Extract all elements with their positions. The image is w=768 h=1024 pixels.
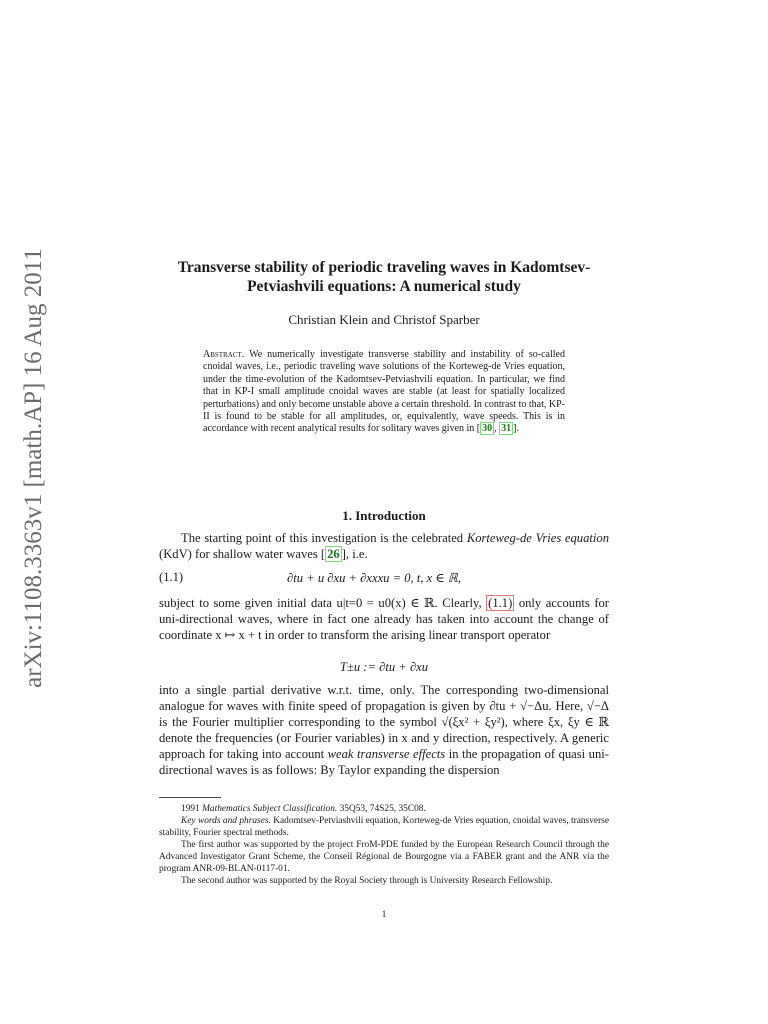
p1-emphasis: Korteweg-de Vries equation bbox=[466, 531, 609, 545]
intro-paragraph-3 bbox=[159, 682, 609, 778]
abstract-text: We numerically investigate transverse stability and instability of so-called cnoidal waves, i.e., periodic traveling wave solutions of the Korteweg-de Vries equation, under the time-evolution of the Kadomtsev-Petviashvili equation. In particular, we find that in KP-I small amplitude cnoidal waves are stable (at least for spatially localized perturbations) and only become unstable above a certain threshold. In contrast to that, KP-II is found to be stable for all amplitudes, or, equivalently, wave speeds. This is in accordance with recent analytical results for solitary waves given in bbox=[203, 349, 565, 435]
arxiv-side-stamp bbox=[14, 248, 54, 688]
citation-link[interactable]: 31 bbox=[501, 423, 512, 435]
footnote-support-1: The first author was supported by the project FroM-PDE funded by the European Research Council through the Advanced Investigator Grant Scheme, the Conseil Régional de Bourgogne via a FABER grant and the ANR via the program ANR-09-BLAN-0117-01. bbox=[159, 840, 609, 874]
p3-text-a: into a single partial derivative w.r.t. time, only. The corresponding two-dimensional analogue for waves with finite speed of propagation is given by ∂tu + √−Δu. Here, √−Δ is the Fourier multiplier corresponding to the symbol √(ξx² + ξy²), where ξx, ξy ∈ ℝ denote the frequencies (or Fourier variables) in x and y direction, respectively. A generic approach for taking into account bbox=[159, 683, 609, 761]
footnote-rule bbox=[159, 797, 221, 798]
p1-text-b: (KdV) for shallow water waves [ bbox=[159, 547, 326, 561]
citation-link[interactable]: 26 bbox=[327, 547, 340, 561]
intro-paragraph-2 bbox=[159, 595, 609, 643]
keywords-label: Key words and phrases. bbox=[181, 816, 271, 826]
equation-label: (1.1) bbox=[159, 570, 184, 584]
msc-codes: 35Q53, 74S25, 35C08. bbox=[339, 804, 426, 814]
footnotes bbox=[159, 803, 609, 887]
footnote-msc bbox=[159, 803, 609, 815]
msc-label: Mathematics Subject Classification. bbox=[202, 804, 338, 814]
citation-link[interactable]: 30 bbox=[482, 423, 493, 435]
intro-paragraph-1 bbox=[159, 530, 609, 562]
abstract-label: Abstract. bbox=[203, 349, 245, 360]
equation-transport-operator: T±u := ∂tu + ∂xu bbox=[339, 660, 429, 674]
p2-text-b: only accounts for uni-directional waves, where in fact one already has taken into account the change of coordinate x ↦ x + t in order to transform the arising linear transport operator bbox=[159, 596, 609, 642]
paper-authors: Christian Klein and Christof Sparber bbox=[288, 312, 480, 327]
p2-text-a: subject to some given initial data u|t=0 = u0(x) ∈ ℝ. Clearly, bbox=[159, 596, 482, 610]
p1-text-a: The starting point of this investigation is the celebrated bbox=[181, 531, 464, 545]
section-heading: 1. Introduction bbox=[342, 508, 426, 523]
keywords-text: Kadomtsev-Petviashvili equation, Korteweg-de Vries equation, cnoidal waves, transverse stability, Fourier spectral methods. bbox=[159, 816, 609, 838]
paper-title: Transverse stability of periodic traveling waves in Kadomtsev-Petviashvili equations: A numerical study bbox=[177, 259, 591, 295]
msc-year: 1991 bbox=[181, 804, 200, 814]
p3-emphasis: weak transverse effects bbox=[327, 747, 446, 761]
p3-text-b: in the propagation of quasi uni-directional waves is as follows: By Taylor expanding the dispersion bbox=[159, 747, 609, 777]
equation-body: ∂tu + u ∂xu + ∂xxxu = 0, t, x ∈ ℝ, bbox=[287, 571, 461, 585]
footnote-keywords bbox=[159, 815, 609, 839]
arxiv-id: arXiv:1108.3363v1 [math.AP] 16 Aug 2011 bbox=[20, 248, 47, 688]
p1-text-c: ], i.e. bbox=[341, 547, 368, 561]
page-number: 1 bbox=[381, 910, 387, 920]
abstract-end: . bbox=[516, 423, 519, 435]
equation-ref-link[interactable]: (1.1) bbox=[488, 596, 513, 610]
abstract: Abstract. We numerically investigate transverse stability and instability of so-called cnoidal waves, i.e., periodic traveling wave solutions of the Korteweg-de Vries equation, under the time-evolution of the Kadomtsev-Petviashvili equation. In particular, we find that in KP-I small amplitude cnoidal waves are stable (at least for spatially localized perturbations) and only become unstable above a certain threshold. In contrast to that, KP-II is found to be stable for all amplitudes, or, equivalently, wave speeds. This is in accordance with recent analytical results for solitary waves given in [ 30 , 31 ]. bbox=[203, 349, 565, 435]
footnote-support-2: The second author was supported by the Royal Society through is University Research Fellowship. bbox=[181, 876, 553, 886]
